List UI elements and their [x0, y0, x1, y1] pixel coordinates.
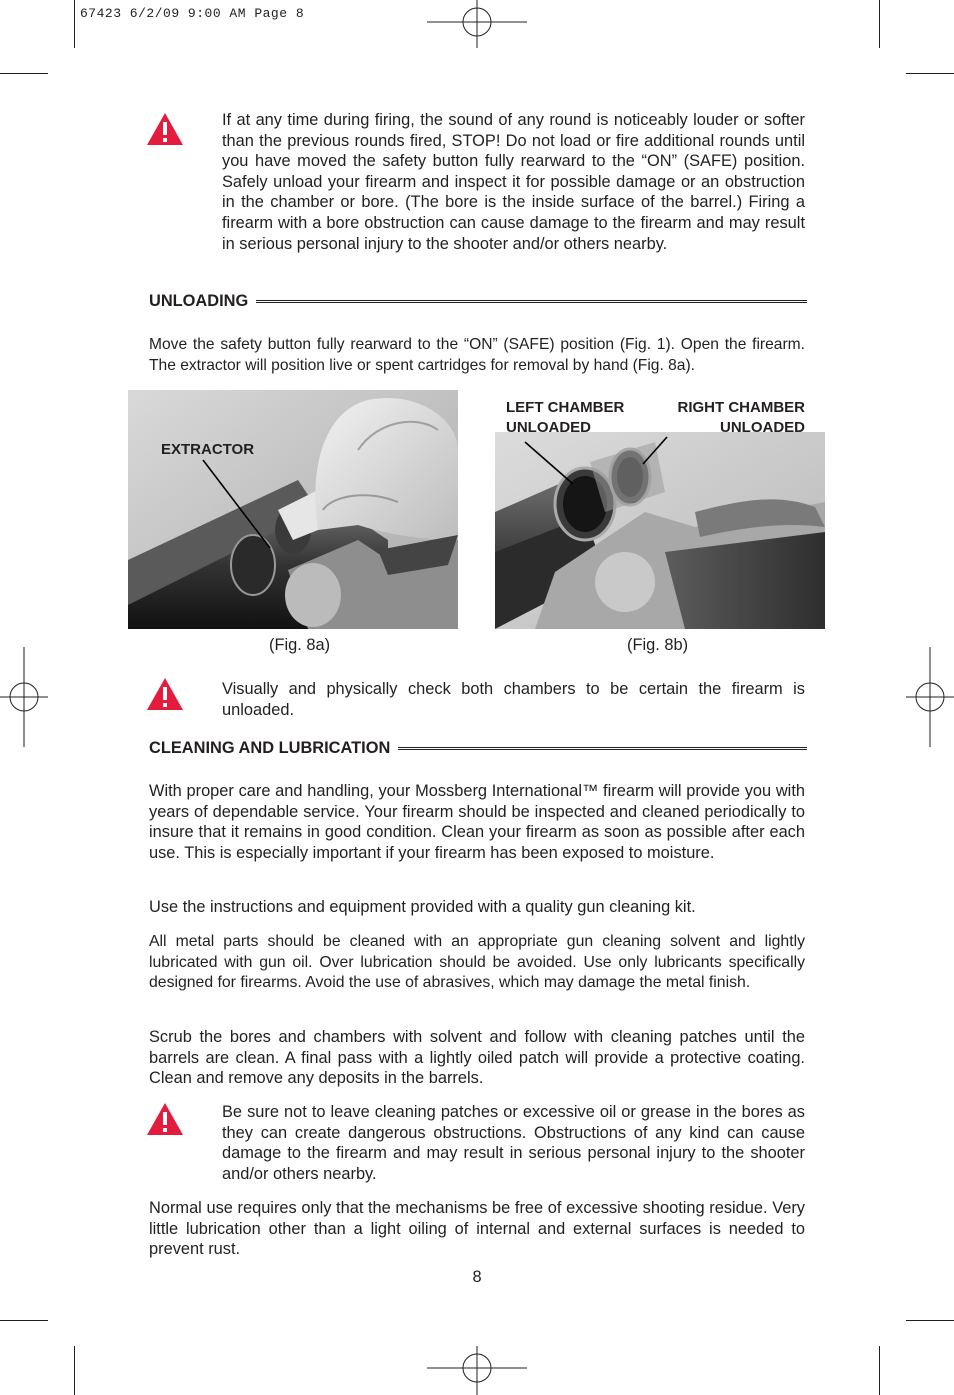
section-heading-cleaning: [149, 739, 807, 758]
body-paragraph: Move the safety button fully rearward to the “ON” (SAFE) position (Fig. 1). Open the firearm. The extractor will position live or spent cartridges for removal by hand (Fig. 8a).: [149, 336, 805, 374]
crop-mark: [74, 0, 75, 48]
crop-mark: [879, 0, 880, 48]
body-paragraph: With proper care and handling, your Mossberg International™ firearm will provide you with years of dependable service. Your firearm should be inspected and cleaned periodically to insure that it remains in good condition. Clean your firearm as soon as possible after each use. This is especially important if your firearm has been exposed to moisture.: [149, 782, 805, 862]
body-paragraph: Use the instructions and equipment provided with a quality gun cleaning kit.: [149, 898, 696, 916]
callout-line: LEFT CHAMBER: [506, 399, 625, 416]
heading-rule: [256, 300, 807, 304]
warning-triangle-icon: [146, 112, 184, 146]
callout-line: RIGHT CHAMBER: [677, 399, 805, 416]
crop-mark: [906, 73, 954, 74]
crop-mark: [0, 1320, 48, 1321]
crop-mark: [0, 73, 48, 74]
callout-extractor: EXTRACTOR: [161, 441, 255, 458]
warning-triangle-icon: [146, 677, 184, 711]
heading-label: CLEANING AND LUBRICATION: [149, 739, 391, 757]
figure-8b-photo: [495, 432, 825, 629]
figure-caption-8b: (Fig. 8b): [627, 636, 689, 654]
page-number: 8: [472, 1268, 482, 1286]
crop-mark: [906, 1320, 954, 1321]
registration-mark-icon: [427, 1346, 527, 1395]
print-slug: 67423 6/2/09 9:00 AM Page 8: [80, 6, 305, 21]
heading-label: UNLOADING: [149, 292, 249, 310]
callout-line: UNLOADED: [506, 419, 591, 436]
crop-mark: [74, 1346, 75, 1395]
figure-caption-8a: (Fig. 8a): [269, 636, 331, 654]
registration-mark-icon: [906, 647, 954, 747]
chambers-photo-illustration: [495, 432, 825, 629]
warning-text: Be sure not to leave cleaning patches or excessive oil or grease in the bores as they can create dangerous obstructions. Obstructions of any kind can cause damage to the firearm and may result in serious personal injury to the shooter and/or others nearby.: [222, 1103, 805, 1183]
registration-mark-icon: [427, 0, 527, 48]
body-paragraph: Scrub the bores and chambers with solvent and follow with cleaning patches until the barrels are clean. A final pass with a lightly oiled patch will provide a protective coating. Clean and remove any deposits in the barrels.: [149, 1028, 805, 1088]
warning-text: If at any time during firing, the sound of any round is noticeably louder or softer than the previous rounds fired, STOP! Do not load or fire additional rounds until you have moved the safety button fully rearward to the “ON” (SAFE) position. Safely unload your firearm and inspect it for possible damage or an obstruction in the chamber or bore. (The bore is the inside surface of the barrel.) Firing a firearm with a bore obstruction can cause damage to the firearm and may result in serious personal injury to the shooter and/or others nearby.: [222, 111, 805, 253]
registration-mark-icon: [0, 647, 48, 747]
warning-text: Visually and physically check both chambers to be certain the firearm is unloaded.: [222, 680, 805, 719]
callout-line: UNLOADED: [720, 419, 805, 436]
body-paragraph: Normal use requires only that the mechanisms be free of excessive shooting residue. Very little lubrication other than a light oiling of internal and external surfaces is needed to prevent rust.: [149, 1199, 805, 1259]
extractor-photo-illustration: [128, 390, 458, 629]
crop-mark: [879, 1346, 880, 1395]
warning-triangle-icon: [146, 1102, 184, 1136]
body-paragraph: All metal parts should be cleaned with an appropriate gun cleaning solvent and lightly lubricated with gun oil. Over lubrication should be avoided. Use only lubricants specifically designed for firearms. Avoid the use of abrasives, which may damage the metal finish.: [149, 933, 805, 992]
section-heading-unloading: [149, 292, 807, 311]
heading-rule: [398, 747, 807, 751]
figure-8a-photo: [128, 390, 458, 629]
